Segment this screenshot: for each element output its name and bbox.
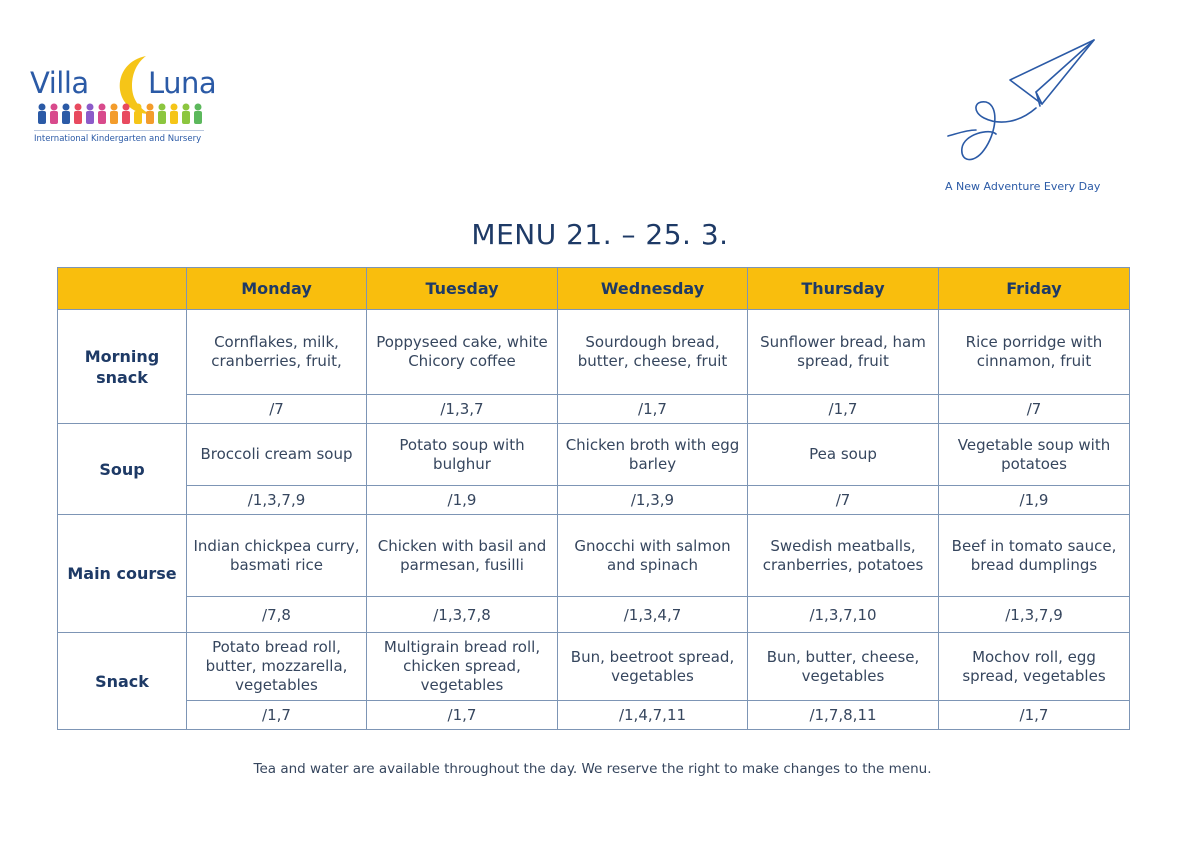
allergen-cell: /1,7 [939,701,1130,730]
dish-cell: Potato soup with bulghur [367,424,558,486]
dish-cell: Potato bread roll, butter, mozzarella, vegetables [187,633,367,701]
meal-label-snack: Snack [58,633,187,730]
allergen-cell: /1,3,4,7 [558,597,748,633]
dish-cell: Broccoli cream soup [187,424,367,486]
logo-tagline: International Kindergarten and Nursery [34,134,202,144]
table-row [58,310,1130,395]
logo-word-luna: Luna [148,66,217,100]
table-row [58,515,1130,597]
day-header-tuesday: Tuesday [367,268,558,310]
allergen-cell: /1,9 [367,486,558,515]
dish-cell: Rice porridge with cinnamon, fruit [939,310,1130,395]
dish-cell: Bun, beetroot spread, vegetables [558,633,748,701]
logo-word-villa: Villa [30,66,89,100]
table-row [58,424,1130,486]
allergen-cell: /1,3,7,9 [939,597,1130,633]
meal-label-morning-snack: Morning snack [58,310,187,424]
weekly-menu-table [57,267,1130,730]
day-header-monday: Monday [187,268,367,310]
header-row [58,268,1130,310]
children-row-icon [34,102,204,126]
day-header-friday: Friday [939,268,1130,310]
dish-cell: Indian chickpea curry, basmati rice [187,515,367,597]
allergen-row [58,395,1130,424]
allergen-cell: /1,7,8,11 [748,701,939,730]
day-header-wednesday: Wednesday [558,268,748,310]
allergen-cell: /1,7 [187,701,367,730]
allergen-row [58,701,1130,730]
allergen-cell: /1,9 [939,486,1130,515]
dish-cell: Sunflower bread, ham spread, fruit [748,310,939,395]
allergen-row [58,597,1130,633]
dish-cell: Multigrain bread roll, chicken spread, vegetables [367,633,558,701]
allergen-cell: /7 [939,395,1130,424]
dish-cell: Poppyseed cake, white Chicory coffee [367,310,558,395]
dish-cell: Gnocchi with salmon and spinach [558,515,748,597]
allergen-cell: /7 [748,486,939,515]
allergen-cell: /7,8 [187,597,367,633]
dish-cell: Beef in tomato sauce, bread dumplings [939,515,1130,597]
allergen-cell: /1,4,7,11 [558,701,748,730]
allergen-cell: /1,3,9 [558,486,748,515]
meal-label-main-course: Main course [58,515,187,633]
allergen-cell: /1,7 [748,395,939,424]
villa-luna-logo [30,52,230,152]
allergen-cell: /7 [187,395,367,424]
brand-slogan: A New Adventure Every Day [945,180,1101,193]
corner-cell [58,268,187,310]
dish-cell: Sourdough bread, butter, cheese, fruit [558,310,748,395]
dish-cell: Cornflakes, milk, cranberries, fruit, [187,310,367,395]
dish-cell: Mochov roll, egg spread, vegetables [939,633,1130,701]
allergen-cell: /1,7 [367,701,558,730]
allergen-cell: /1,7 [558,395,748,424]
page-title: MENU 21. – 25. 3. [471,218,729,251]
dish-cell: Bun, butter, cheese, vegetables [748,633,939,701]
dish-cell: Pea soup [748,424,939,486]
dish-cell: Vegetable soup with potatoes [939,424,1130,486]
table-row [58,633,1130,701]
dish-cell: Chicken with basil and parmesan, fusilli [367,515,558,597]
dish-cell: Swedish meatballs, cranberries, potatoes [748,515,939,597]
allergen-cell: /1,3,7,8 [367,597,558,633]
allergen-cell: /1,3,7,9 [187,486,367,515]
dish-cell: Chicken broth with egg barley [558,424,748,486]
logo-divider [34,130,204,131]
meal-label-soup: Soup [58,424,187,515]
footer-note: Tea and water are available throughout the day. We reserve the right to make changes to the menu. [253,761,932,777]
allergen-cell: /1,3,7 [367,395,558,424]
allergen-row [58,486,1130,515]
day-header-thursday: Thursday [748,268,939,310]
paper-plane-icon [944,38,1104,173]
allergen-cell: /1,3,7,10 [748,597,939,633]
